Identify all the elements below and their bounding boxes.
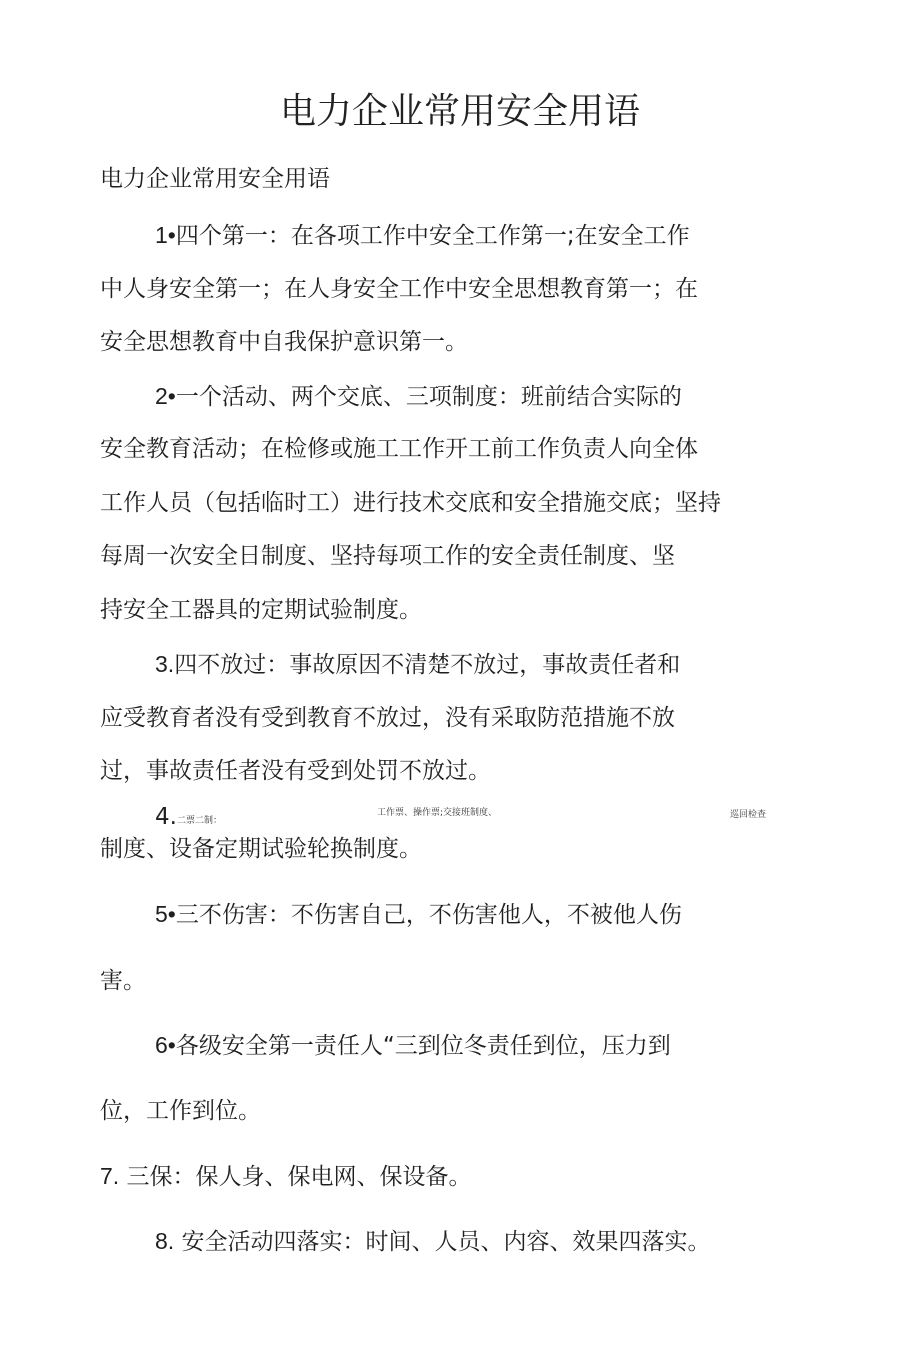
item-6-line-2: 位，工作到位。 <box>100 1098 261 1124</box>
subtitle: 电力企业常用安全用语 <box>100 166 330 192</box>
item-2-line-1: 2•一个活动、两个交底、三项制度：班前结合实际的 <box>155 383 682 410</box>
item-3-line-3: 过，事故责任者没有受到处罚不放过。 <box>100 758 491 784</box>
item-8-number: 8. <box>155 1228 175 1254</box>
item-7-line-1: 7. 三保：保人身、保电网、保设备。 <box>100 1163 472 1190</box>
item-3-line-1: 3.四不放过：事故原因不清楚不放过，事故责任者和 <box>155 651 681 678</box>
item-2-line-5: 持安全工器具的定期试验制度。 <box>100 597 422 623</box>
item-5-line-1: 5•三不伤害：不伤害自己，不伤害他人，不被他人伤 <box>155 901 682 928</box>
item-4-small-b: 工作票、操作票;交接班制度、 <box>377 808 498 818</box>
item-2-number: 2• <box>155 383 176 409</box>
item-4-number: 4. <box>155 804 177 830</box>
item-5-number: 5• <box>155 901 176 927</box>
item-1-number: 1• <box>155 222 176 248</box>
item-5-line-2: 害。 <box>100 968 146 994</box>
item-2-line-3: 工作人员（包括临时工）进行技术交底和安全措施交底；坚持 <box>100 490 721 516</box>
item-1-line-3: 安全思想教育中自我保护意识第一。 <box>100 329 468 355</box>
item-6-line-1: 6•各级安全第一责任人“三到位冬责任到位，压力到 <box>155 1032 671 1059</box>
item-6-number: 6• <box>155 1032 176 1058</box>
page-title: 电力企业常用安全用语 <box>279 91 640 132</box>
item-1-line-2: 中人身安全第一；在人身安全工作中安全思想教育第一；在 <box>100 276 698 302</box>
item-1-line-1: 1•四个第一：在各项工作中安全工作第一;在安全工作 <box>155 222 690 249</box>
item-2-line-2: 安全教育活动；在检修或施工工作开工前工作负责人向全体 <box>100 436 698 462</box>
item-3-line-2: 应受教育者没有受到教育不放过，没有采取防范措施不放 <box>100 705 675 731</box>
item-3-number: 3. <box>155 651 175 677</box>
item-4-line-1: 制度、设备定期试验轮换制度。 <box>100 836 422 862</box>
item-8-line-1: 8. 安全活动四落实：时间、人员、内容、效果四落实。 <box>155 1228 711 1255</box>
item-2-line-4: 每周一次安全日制度、坚持每项工作的安全责任制度、坚 <box>100 543 675 569</box>
item-7-number: 7. <box>100 1163 120 1189</box>
item-4-small-c: 巡回检查 <box>730 810 767 820</box>
item-4-small-a: 二票二制： <box>177 816 223 826</box>
